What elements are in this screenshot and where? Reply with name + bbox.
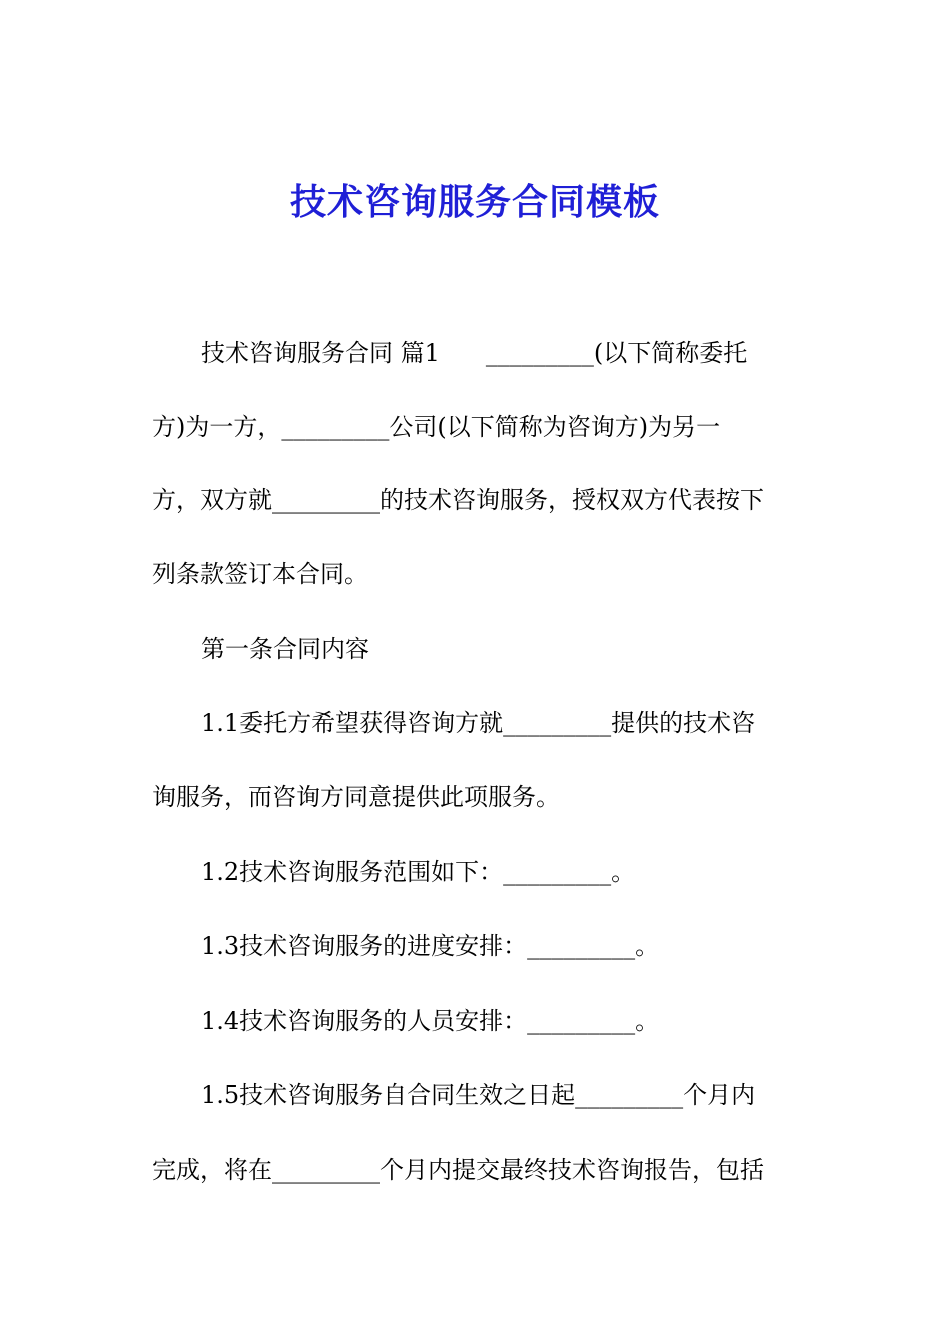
section-1-heading: 第一条合同内容	[201, 635, 369, 663]
paragraph-1-line-3-suffix: 的技术咨询服务，授权双方代表按下	[380, 486, 764, 514]
paragraph-1-line-1-prefix: 技术咨询服务合同 篇1	[201, 339, 440, 367]
item-1-2	[201, 855, 812, 889]
paragraph-1-line-1-blank: _________	[485, 339, 594, 367]
paragraph-1-line-2-prefix: 方)为一方，	[152, 413, 282, 441]
item-1-5-line-1-suffix: 个月内	[683, 1081, 756, 1109]
item-1-3	[201, 929, 812, 963]
paragraph-1-line-1-suffix: (以下简称委托	[593, 339, 748, 367]
item-1-5-line-1-prefix: 1.5技术咨询服务自合同生效之日起	[201, 1081, 576, 1109]
item-1-1-blank: _________	[503, 709, 612, 737]
document-title: 技术咨询服务合同模板	[289, 182, 660, 223]
item-1-5-line-2-prefix: 完成，将在	[152, 1156, 272, 1184]
item-1-5-line-2	[152, 1153, 812, 1187]
paragraph-1-line-2-blank: _________	[281, 413, 390, 441]
item-1-1-line-1	[201, 706, 812, 740]
item-1-2-blank: _________	[503, 858, 612, 886]
item-1-5-line-1-blank: _________	[575, 1081, 684, 1109]
item-1-2-prefix: 1.2技术咨询服务范围如下：	[201, 858, 504, 886]
item-1-4-suffix: 。	[635, 1007, 660, 1035]
item-1-3-blank: _________	[527, 932, 636, 960]
paragraph-1-line-3-prefix: 方，双方就	[152, 486, 272, 514]
item-1-1-prefix: 1.1委托方希望获得咨询方就	[201, 709, 504, 737]
paragraph-1-line-2-suffix: 公司(以下简称为咨询方)为另一	[389, 413, 721, 441]
item-1-4-blank: _________	[527, 1007, 636, 1035]
item-1-4-prefix: 1.4技术咨询服务的人员安排：	[201, 1007, 528, 1035]
item-1-5-line-1	[201, 1078, 812, 1112]
item-1-5-line-2-blank: _________	[272, 1156, 380, 1184]
item-1-2-suffix: 。	[611, 858, 636, 886]
paragraph-1-line-2	[152, 410, 812, 444]
item-1-1-suffix: 提供的技术咨	[611, 709, 756, 737]
item-1-3-suffix: 。	[635, 932, 660, 960]
paragraph-1-line-3-blank: _________	[272, 486, 380, 514]
paragraph-1-line-3	[152, 483, 812, 517]
item-1-3-prefix: 1.3技术咨询服务的进度安排：	[201, 932, 528, 960]
item-1-1-line-2: 询服务，而咨询方同意提供此项服务。	[152, 783, 560, 811]
item-1-5-line-2-suffix: 个月内提交最终技术咨询报告，包括	[380, 1156, 764, 1184]
paragraph-1-line-1	[201, 336, 812, 370]
item-1-4	[201, 1004, 812, 1038]
paragraph-1-line-4: 列条款签订本合同。	[152, 560, 368, 588]
